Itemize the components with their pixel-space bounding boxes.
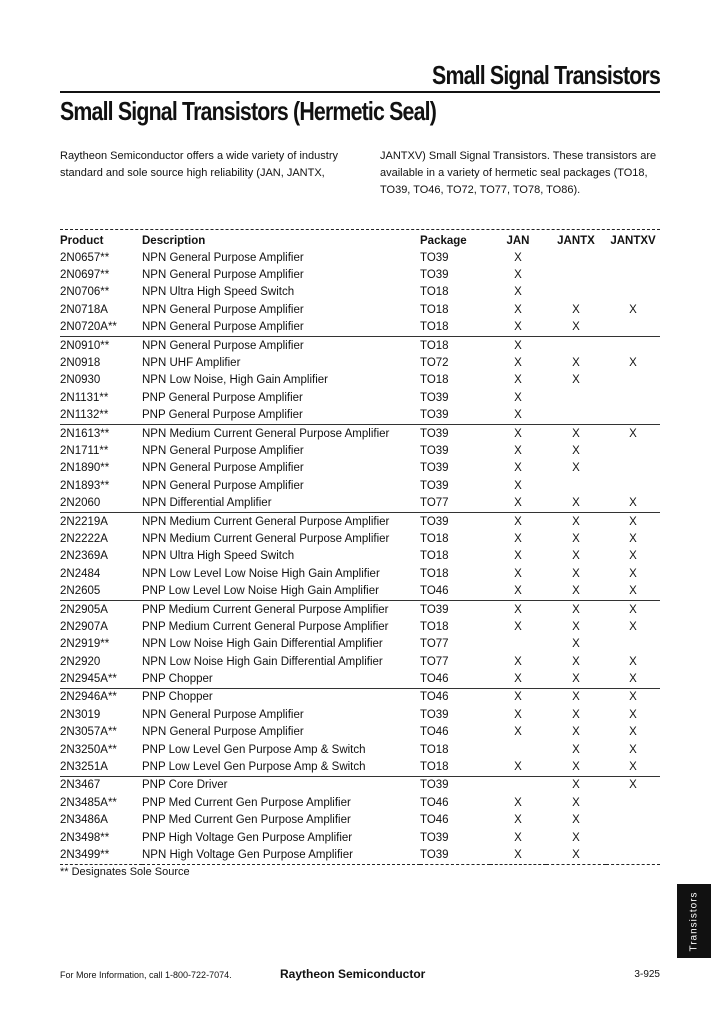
cell-jan: X (514, 479, 522, 492)
cell-jantx: X (572, 708, 580, 721)
cell-package: TO18 (420, 620, 449, 633)
cell-package: TO39 (420, 269, 449, 282)
cell-jantx (546, 389, 606, 406)
table-row (60, 653, 660, 670)
table-row (60, 846, 660, 864)
cell-jan: X (514, 550, 522, 563)
cell-jantxv (606, 442, 660, 459)
cell-package: TO18 (420, 374, 449, 387)
footer-contact: For More Information, call 1-800-722-7074. (60, 970, 232, 980)
cell-jantx (546, 284, 606, 301)
cell-product: 2N2946A** (60, 688, 142, 706)
cell-package: TO39 (420, 846, 490, 864)
cell-jantx (546, 266, 606, 283)
cell-description: NPN Differential Amplifier (142, 497, 272, 510)
cell-product: 2N2920 (60, 655, 101, 668)
cell-jan: X (514, 391, 522, 404)
cell-jantx: X (546, 776, 606, 794)
cell-package: TO39 (420, 776, 490, 794)
cell-jan: X (514, 444, 522, 457)
cell-jan: X (514, 269, 522, 282)
table-row (60, 600, 660, 618)
header-rule (60, 91, 660, 93)
table-top-rule (60, 229, 660, 230)
cell-jantx: X (572, 567, 580, 580)
cell-product: 2N0657** (60, 251, 110, 264)
table-body (60, 249, 660, 864)
cell-jantxv (606, 336, 660, 354)
cell-jantx: X (572, 374, 580, 387)
cell-product: 2N3467 (60, 776, 142, 794)
cell-description: NPN Low Noise, High Gain Amplifier (142, 374, 328, 387)
cell-jantx: X (572, 831, 580, 844)
cell-jantx: X (572, 444, 580, 457)
footnote: ** Designates Sole Source (60, 866, 190, 878)
cell-jan: X (514, 374, 522, 387)
cell-description: NPN Medium Current General Purpose Amplifier (142, 424, 420, 442)
cell-product: 2N3251A (60, 761, 108, 774)
cell-jantxv: X (629, 655, 637, 668)
cell-jantxv (606, 829, 660, 846)
cell-description: NPN Medium Current General Purpose Amplifier (142, 512, 420, 530)
cell-package: TO46 (420, 814, 449, 827)
table-row (60, 829, 660, 846)
cell-jan: X (514, 567, 522, 580)
cell-package: TO18 (420, 336, 490, 354)
cell-jantx (546, 477, 606, 494)
cell-jan: X (514, 761, 522, 774)
cell-package: TO77 (420, 497, 449, 510)
cell-jan: X (514, 462, 522, 475)
side-tab-label: Transistors (688, 890, 700, 952)
cell-jan: X (514, 409, 522, 422)
cell-jantxv (606, 477, 660, 494)
cell-product: 2N3485A** (60, 796, 117, 809)
cell-jan: X (514, 796, 522, 809)
table-row (60, 548, 660, 565)
cell-product: 2N3250A** (60, 743, 117, 756)
column-header-package: Package (420, 234, 467, 247)
cell-package: TO77 (420, 638, 449, 651)
cell-jantxv: X (629, 708, 637, 721)
cell-product: 2N0930 (60, 374, 101, 387)
intro-paragraph-right: JANTXV) Small Signal Transistors. These transistors are available in a variety of hermetic seal packages (TO18, TO39, TO46, TO72, TO77, TO78, TO86). (380, 150, 657, 196)
cell-jantxv: X (629, 761, 637, 774)
products-table (60, 232, 660, 865)
cell-package: TO18 (420, 286, 449, 299)
cell-package: TO18 (420, 321, 449, 334)
cell-package: TO46 (420, 796, 449, 809)
cell-jantxv: X (629, 357, 637, 370)
table-row (60, 618, 660, 635)
cell-jantx: X (546, 512, 606, 530)
cell-jan: X (514, 814, 522, 827)
cell-description: PNP Med Current Gen Purpose Amplifier (142, 796, 351, 809)
cell-product: 2N2605 (60, 585, 101, 598)
page-number: 3-925 (634, 969, 660, 980)
table-row (60, 372, 660, 389)
cell-jantxv: X (629, 532, 637, 545)
cell-jan: X (490, 688, 546, 706)
cell-jantx: X (572, 497, 580, 510)
cell-jantx: X (546, 424, 606, 442)
cell-jantx: X (572, 673, 580, 686)
cell-jan: X (514, 585, 522, 598)
cell-jantxv (606, 266, 660, 283)
cell-jantx: X (572, 321, 580, 334)
cell-description: NPN Low Noise High Gain Differential Amplifier (142, 655, 383, 668)
cell-product: 2N0918 (60, 357, 101, 370)
cell-jantx: X (572, 620, 580, 633)
cell-jantxv (606, 812, 660, 829)
cell-product: 2N3499** (60, 846, 142, 864)
cell-description: PNP Low Level Gen Purpose Amp & Switch (142, 743, 366, 756)
cell-jantxv: X (629, 550, 637, 563)
cell-package: TO39 (420, 409, 449, 422)
cell-jantxv (606, 460, 660, 477)
cell-package: TO39 (420, 708, 449, 721)
table-row (60, 794, 660, 811)
cell-jan (490, 636, 546, 653)
cell-package: TO46 (420, 688, 490, 706)
cell-jan: X (514, 726, 522, 739)
column-header-product: Product (60, 234, 104, 247)
cell-package: TO72 (420, 357, 449, 370)
cell-description: PNP Chopper (142, 673, 213, 686)
cell-product: 2N0706** (60, 286, 110, 299)
cell-product: 2N2222A (60, 532, 108, 545)
cell-description: PNP Low Level Gen Purpose Amp & Switch (142, 761, 366, 774)
cell-jan: X (514, 497, 522, 510)
table-row (60, 301, 660, 318)
cell-jantx: X (572, 550, 580, 563)
cell-jantx: X (572, 303, 580, 316)
cell-jantxv (606, 249, 660, 266)
cell-description: NPN General Purpose Amplifier (142, 321, 304, 334)
cell-package: TO39 (420, 424, 490, 442)
cell-jantxv: X (629, 743, 637, 756)
cell-product: 2N3486A (60, 814, 108, 827)
table-row (60, 442, 660, 459)
cell-description: NPN General Purpose Amplifier (142, 462, 304, 475)
cell-jan: X (514, 831, 522, 844)
cell-package: TO46 (420, 726, 449, 739)
table-row (60, 724, 660, 741)
cell-jantxv: X (606, 776, 660, 794)
cell-product: 2N0720A** (60, 321, 117, 334)
cell-description: NPN Low Noise High Gain Differential Amplifier (142, 638, 383, 651)
cell-jantx (546, 249, 606, 266)
cell-jantx: X (572, 761, 580, 774)
table-row (60, 319, 660, 337)
table-row (60, 688, 660, 706)
cell-description: NPN Medium Current General Purpose Amplifier (142, 532, 390, 545)
cell-jantxv: X (606, 688, 660, 706)
cell-package: TO18 (420, 550, 449, 563)
cell-jantxv: X (606, 424, 660, 442)
cell-product: 2N2945A** (60, 673, 117, 686)
cell-package: TO18 (420, 567, 449, 580)
cell-description: NPN Ultra High Speed Switch (142, 550, 295, 563)
table-row (60, 512, 660, 530)
cell-jantx: X (572, 655, 580, 668)
table-row (60, 776, 660, 794)
cell-jan: X (514, 357, 522, 370)
cell-product: 2N0697** (60, 269, 110, 282)
cell-jan: X (514, 303, 522, 316)
cell-description: NPN General Purpose Amplifier (142, 479, 304, 492)
cell-package: TO18 (420, 303, 449, 316)
cell-jan: X (514, 673, 522, 686)
cell-product: 2N0718A (60, 303, 108, 316)
table-row (60, 741, 660, 758)
cell-jantxv: X (606, 512, 660, 530)
cell-jantxv: X (629, 303, 637, 316)
cell-description: NPN General Purpose Amplifier (142, 303, 304, 316)
cell-description: PNP Medium Current General Purpose Amplifier (142, 620, 389, 633)
cell-jan: X (490, 846, 546, 864)
cell-product: 2N1711** (60, 444, 109, 457)
cell-jantxv (606, 407, 660, 425)
cell-jan: X (514, 532, 522, 545)
cell-description: PNP General Purpose Amplifier (142, 391, 303, 404)
cell-product: 2N3019 (60, 708, 101, 721)
cell-jantx: X (572, 638, 580, 651)
cell-jantxv: X (629, 620, 637, 633)
column-header-jan: JAN (506, 234, 530, 247)
cell-package: TO18 (420, 761, 449, 774)
section-title: Small Signal Transistors (432, 60, 660, 90)
cell-jantxv: X (629, 673, 637, 686)
table-row (60, 284, 660, 301)
cell-description: NPN Low Level Low Noise High Gain Amplifier (142, 567, 380, 580)
cell-jan (490, 741, 546, 758)
table-row (60, 407, 660, 425)
cell-description: PNP High Voltage Gen Purpose Amplifier (142, 831, 353, 844)
cell-jantx (546, 336, 606, 354)
footer-company: Raytheon Semiconductor (280, 967, 426, 981)
cell-package: TO39 (420, 479, 449, 492)
cell-jan (490, 776, 546, 794)
table-row (60, 249, 660, 266)
cell-jan: X (490, 424, 546, 442)
table-row (60, 494, 660, 512)
column-header-description: Description (142, 234, 206, 247)
cell-jan: X (514, 321, 522, 334)
cell-jantxv: X (629, 567, 637, 580)
cell-jantxv (606, 284, 660, 301)
cell-jantxv (606, 636, 660, 653)
cell-jantx: X (546, 600, 606, 618)
cell-product: 2N1890** (60, 462, 110, 475)
table-row (60, 336, 660, 354)
cell-jan: X (514, 286, 522, 299)
cell-product: 2N3057A** (60, 726, 117, 739)
column-header-jantxv: JANTXV (610, 234, 656, 247)
cell-description: NPN General Purpose Amplifier (142, 251, 304, 264)
cell-jantxv (606, 319, 660, 337)
cell-package: TO18 (420, 743, 449, 756)
table-row (60, 670, 660, 688)
cell-jan: X (490, 512, 546, 530)
cell-jantx: X (572, 743, 580, 756)
cell-description: PNP Medium Current General Purpose Amplifier (142, 600, 420, 618)
cell-package: TO39 (420, 462, 449, 475)
cell-description: PNP General Purpose Amplifier (142, 409, 303, 422)
cell-package: TO39 (420, 512, 490, 530)
cell-description: NPN General Purpose Amplifier (142, 336, 420, 354)
table-row (60, 354, 660, 371)
table-row (60, 565, 660, 582)
cell-package: TO39 (420, 391, 449, 404)
cell-jantx: X (572, 726, 580, 739)
cell-product: 2N2369A (60, 550, 108, 563)
cell-package: TO39 (420, 831, 449, 844)
cell-product: 2N2907A (60, 620, 108, 633)
table-row (60, 389, 660, 406)
table-row (60, 266, 660, 283)
cell-product: 2N2484 (60, 567, 101, 580)
table-header-row (60, 232, 660, 249)
table-row (60, 706, 660, 723)
cell-jantxv: X (606, 600, 660, 618)
cell-package: TO18 (420, 532, 449, 545)
cell-jantxv (606, 389, 660, 406)
cell-package: TO46 (420, 673, 449, 686)
cell-jan: X (490, 600, 546, 618)
cell-jantx: X (572, 532, 580, 545)
cell-package: TO39 (420, 444, 449, 457)
cell-description: NPN Ultra High Speed Switch (142, 286, 295, 299)
cell-product: 2N2060 (60, 497, 101, 510)
cell-jantxv (606, 794, 660, 811)
section-side-tab (677, 884, 711, 958)
cell-jantx: X (546, 688, 606, 706)
cell-jantxv: X (629, 726, 637, 739)
page-title: Small Signal Transistors (Hermetic Seal) (60, 96, 436, 126)
table-row (60, 460, 660, 477)
cell-jan: X (514, 251, 522, 264)
cell-package: TO39 (420, 600, 490, 618)
cell-jan: X (514, 620, 522, 633)
cell-jantxv: X (629, 585, 637, 598)
intro-paragraph-left: Raytheon Semiconductor offers a wide variety of industry standard and sole source high reliability (JAN, JANTX, (60, 150, 338, 179)
cell-description: PNP Core Driver (142, 776, 420, 794)
cell-product: 2N2219A (60, 512, 142, 530)
cell-package: TO77 (420, 655, 449, 668)
cell-description: PNP Low Level Low Noise High Gain Amplifier (142, 585, 379, 598)
table-row (60, 636, 660, 653)
cell-description: NPN General Purpose Amplifier (142, 726, 304, 739)
table-row (60, 582, 660, 600)
cell-description: NPN General Purpose Amplifier (142, 708, 304, 721)
cell-product: 2N2919** (60, 638, 110, 651)
cell-product: 2N1131** (60, 391, 109, 404)
cell-product: 2N1613** (60, 424, 142, 442)
cell-jantx: X (572, 796, 580, 809)
cell-jantx: X (572, 585, 580, 598)
cell-description: NPN General Purpose Amplifier (142, 269, 304, 282)
cell-jantx (546, 407, 606, 425)
cell-jan: X (490, 336, 546, 354)
cell-description: NPN High Voltage Gen Purpose Amplifier (142, 846, 420, 864)
table-row (60, 758, 660, 776)
cell-jantxv (606, 372, 660, 389)
table-row (60, 424, 660, 442)
cell-product: 2N3498** (60, 831, 110, 844)
table-row (60, 477, 660, 494)
cell-description: NPN UHF Amplifier (142, 357, 241, 370)
cell-jantxv: X (629, 497, 637, 510)
cell-product: 2N0910** (60, 336, 142, 354)
cell-description: PNP Chopper (142, 688, 420, 706)
cell-jantx: X (546, 846, 606, 864)
cell-description: NPN General Purpose Amplifier (142, 444, 304, 457)
cell-jantx: X (572, 357, 580, 370)
cell-jan: X (514, 708, 522, 721)
table-row (60, 812, 660, 829)
cell-package: TO39 (420, 251, 449, 264)
column-header-jantx: JANTX (557, 234, 595, 247)
cell-description: PNP Med Current Gen Purpose Amplifier (142, 814, 351, 827)
cell-package: TO46 (420, 585, 449, 598)
cell-jantxv (606, 846, 660, 864)
table-row (60, 530, 660, 547)
cell-product: 2N1132** (60, 409, 109, 422)
cell-product: 2N1893** (60, 479, 110, 492)
cell-jan: X (514, 655, 522, 668)
cell-jantx: X (572, 814, 580, 827)
cell-product: 2N2905A (60, 600, 142, 618)
cell-jantx: X (572, 462, 580, 475)
